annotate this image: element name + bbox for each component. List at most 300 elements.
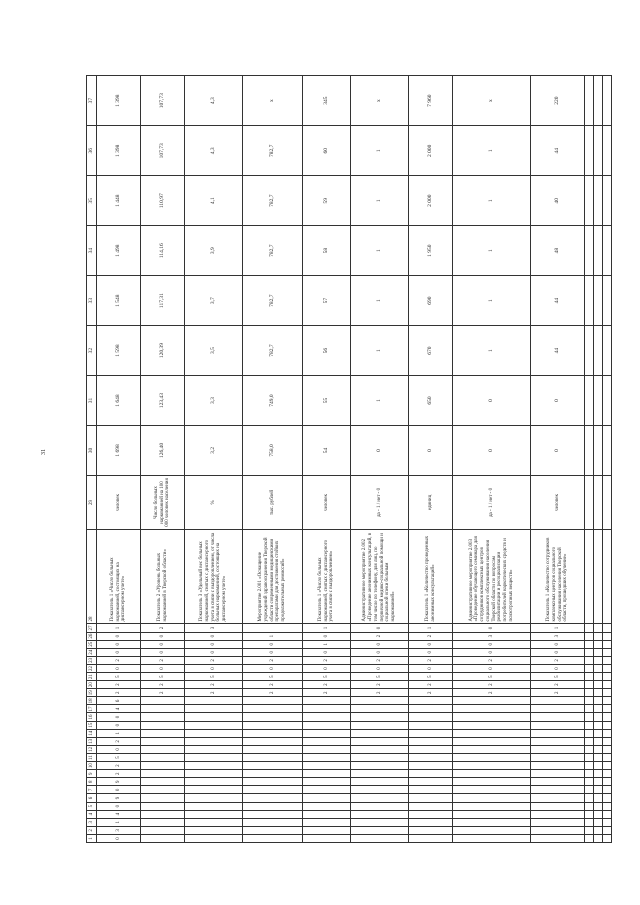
header-year-cell: 37: [87, 76, 97, 126]
year-value-cell: 782,7: [243, 126, 303, 176]
empty-cell: [594, 810, 603, 818]
empty-cell: [594, 624, 603, 632]
header-code-cell: 9: [87, 770, 97, 778]
code-digit-cell: [351, 745, 409, 753]
code-digit-cell: [351, 802, 409, 810]
year-value-cell: 1: [453, 276, 531, 326]
empty-cell: [585, 648, 594, 656]
empty-cell: [585, 786, 594, 794]
header-code-cell: 13: [87, 737, 97, 745]
header-code-cell: 21: [87, 673, 97, 681]
code-digit-cell: 2: [141, 624, 185, 632]
code-digit-cell: [141, 713, 185, 721]
empty-cell: [603, 834, 612, 842]
code-digit-cell: 2: [243, 656, 303, 664]
code-digit-cell: 2: [97, 770, 141, 778]
code-digit-cell: [243, 729, 303, 737]
empty-cell: [603, 794, 612, 802]
empty-cell: [594, 276, 603, 326]
code-digit-cell: 6: [97, 697, 141, 705]
year-value-cell: 749,0: [243, 376, 303, 426]
empty-cell: [603, 176, 612, 226]
rotated-table-sheet: [86, 75, 584, 843]
year-value-cell: 670: [409, 326, 453, 376]
code-digit-cell: 0: [453, 648, 531, 656]
empty-cell: [585, 794, 594, 802]
code-digit-cell: [409, 794, 453, 802]
empty-cell: [585, 326, 594, 376]
indicator-description: Мероприятие 2.001 «Оснащение учреждений здравоохранения Тверской области современными медицинскими препаратами для достижения стойких продолжительных ремиссий»: [243, 529, 303, 624]
code-digit-cell: [531, 794, 585, 802]
code-digit-cell: [351, 778, 409, 786]
code-digit-cell: 5: [185, 673, 243, 681]
code-digit-cell: [453, 794, 531, 802]
code-digit-cell: 2: [531, 656, 585, 664]
code-digit-cell: 2: [185, 689, 243, 697]
empty-cell: [594, 745, 603, 753]
header-year-cell: 32: [87, 326, 97, 376]
code-digit-cell: 2: [303, 689, 351, 697]
code-digit-cell: 0: [141, 664, 185, 672]
code-digit-cell: 1: [531, 624, 585, 632]
code-digit-cell: [141, 705, 185, 713]
code-digit-cell: [243, 762, 303, 770]
header-code-cell: 4: [87, 810, 97, 818]
code-digit-cell: [531, 729, 585, 737]
code-digit-cell: 3: [97, 826, 141, 834]
code-digit-cell: [531, 753, 585, 761]
code-digit-cell: [243, 826, 303, 834]
code-digit-cell: [185, 721, 243, 729]
code-digit-cell: [351, 713, 409, 721]
table-row: [243, 76, 303, 843]
year-value-cell: 650: [409, 376, 453, 426]
code-digit-cell: [303, 794, 351, 802]
table-row: [97, 76, 141, 843]
code-digit-cell: 5: [453, 673, 531, 681]
code-digit-cell: [303, 697, 351, 705]
code-digit-cell: [185, 762, 243, 770]
code-digit-cell: 2: [243, 681, 303, 689]
code-digit-cell: [453, 713, 531, 721]
code-digit-cell: [531, 810, 585, 818]
code-digit-cell: 0: [243, 648, 303, 656]
code-digit-cell: [185, 826, 243, 834]
indicator-description: Показатель 3 «Удельный вес больных наркоманией, снятых с диспансерного учета в связи с выздоровлением, от числа больных наркоманией, состоящих на диспансерном учете»: [185, 529, 243, 624]
year-value-cell: 1: [453, 176, 531, 226]
empty-cell: [603, 745, 612, 753]
code-digit-cell: [351, 737, 409, 745]
code-digit-cell: [303, 753, 351, 761]
year-value-cell: x: [453, 76, 531, 126]
header-code-cell: 18: [87, 697, 97, 705]
code-digit-cell: [243, 818, 303, 826]
program-indicators-table: [86, 75, 612, 843]
code-digit-cell: [185, 810, 243, 818]
empty-cell: [585, 376, 594, 426]
empty-cell: [594, 778, 603, 786]
table-row: [351, 76, 409, 843]
code-digit-cell: 2: [351, 632, 409, 640]
year-value-cell: 782,7: [243, 176, 303, 226]
empty-cell: [585, 810, 594, 818]
empty-cell: [594, 648, 603, 656]
indicator-description: Показатель 1 «Количество проведенных анонимных консультаций»: [409, 529, 453, 624]
code-digit-cell: [303, 762, 351, 770]
code-digit-cell: 0: [453, 664, 531, 672]
code-digit-cell: 0: [409, 664, 453, 672]
code-digit-cell: [351, 818, 409, 826]
code-digit-cell: [351, 753, 409, 761]
year-value-cell: 1 698: [97, 426, 141, 476]
code-digit-cell: [243, 794, 303, 802]
code-digit-cell: 2: [141, 681, 185, 689]
code-digit-cell: 0: [185, 664, 243, 672]
code-digit-cell: [185, 697, 243, 705]
column-number-row: [87, 76, 97, 843]
unit-of-measure: человек: [531, 475, 585, 529]
empty-cell: [594, 697, 603, 705]
header-code-cell: 15: [87, 721, 97, 729]
code-digit-cell: [303, 729, 351, 737]
code-digit-cell: 0: [351, 648, 409, 656]
empty-cell: [603, 737, 612, 745]
code-digit-cell: 2: [351, 656, 409, 664]
year-value-cell: 1: [351, 326, 409, 376]
code-digit-cell: [351, 794, 409, 802]
header-code-cell: 8: [87, 778, 97, 786]
empty-cell: [603, 656, 612, 664]
code-digit-cell: [141, 721, 185, 729]
header-code-cell: 14: [87, 729, 97, 737]
year-value-cell: 3,5: [185, 326, 243, 376]
table-row: [409, 76, 453, 843]
code-digit-cell: [453, 762, 531, 770]
empty-cell: [603, 426, 612, 476]
year-value-cell: 110,97: [141, 176, 185, 226]
code-digit-cell: [185, 713, 243, 721]
code-digit-cell: 2: [351, 689, 409, 697]
empty-cell: [594, 826, 603, 834]
code-digit-cell: [453, 818, 531, 826]
unit-of-measure: да - 1 / нет - 0: [453, 475, 531, 529]
header-code-cell: 22: [87, 664, 97, 672]
code-digit-cell: 1: [97, 729, 141, 737]
empty-cell: [585, 76, 594, 126]
code-digit-cell: [409, 697, 453, 705]
year-value-cell: 7 960: [409, 76, 453, 126]
header-year-cell: 33: [87, 276, 97, 326]
header-code-cell: 17: [87, 705, 97, 713]
code-digit-cell: [531, 826, 585, 834]
code-digit-cell: 0: [453, 640, 531, 648]
code-digit-cell: [303, 705, 351, 713]
empty-cell: [594, 762, 603, 770]
code-digit-cell: 3: [531, 632, 585, 640]
code-digit-cell: [185, 802, 243, 810]
empty-cell: [603, 624, 612, 632]
code-digit-cell: 0: [409, 648, 453, 656]
code-digit-cell: 2: [531, 681, 585, 689]
year-value-cell: 782,7: [243, 276, 303, 326]
code-digit-cell: [243, 737, 303, 745]
code-digit-cell: [531, 770, 585, 778]
header-year-cell: 30: [87, 426, 97, 476]
code-digit-cell: 2: [185, 656, 243, 664]
code-digit-cell: 0: [243, 640, 303, 648]
empty-cell: [585, 737, 594, 745]
unit-of-measure: единиц: [409, 475, 453, 529]
code-digit-cell: [351, 705, 409, 713]
empty-cell: [585, 126, 594, 176]
code-digit-cell: [141, 753, 185, 761]
year-value-cell: 1: [453, 326, 531, 376]
header-year-cell: 35: [87, 176, 97, 226]
empty-cell: [585, 705, 594, 713]
code-digit-cell: [409, 721, 453, 729]
empty-cell: [603, 673, 612, 681]
table-row: [303, 76, 351, 843]
code-digit-cell: [141, 818, 185, 826]
header-code-cell: 7: [87, 786, 97, 794]
empty-cell: [585, 762, 594, 770]
code-digit-cell: [531, 745, 585, 753]
empty-cell: [594, 834, 603, 842]
code-digit-cell: 2: [409, 681, 453, 689]
code-digit-cell: 0: [185, 648, 243, 656]
code-digit-cell: 2: [97, 689, 141, 697]
code-digit-cell: [351, 786, 409, 794]
year-value-cell: 126,40: [141, 426, 185, 476]
empty-cell: [585, 529, 594, 624]
code-digit-cell: [409, 713, 453, 721]
header-code-cell: 16: [87, 713, 97, 721]
code-digit-cell: [243, 705, 303, 713]
empty-cell: [585, 753, 594, 761]
code-digit-cell: [531, 786, 585, 794]
year-value-cell: 1: [351, 126, 409, 176]
code-digit-cell: [185, 737, 243, 745]
code-digit-cell: 2: [243, 689, 303, 697]
code-digit-cell: 2: [97, 737, 141, 745]
code-digit-cell: [303, 745, 351, 753]
code-digit-cell: [243, 624, 303, 632]
empty-cell: [603, 376, 612, 426]
code-digit-cell: [453, 705, 531, 713]
code-digit-cell: [409, 786, 453, 794]
code-digit-cell: [409, 810, 453, 818]
code-digit-cell: [531, 778, 585, 786]
empty-cell: [603, 632, 612, 640]
code-digit-cell: [351, 810, 409, 818]
code-digit-cell: [243, 778, 303, 786]
code-digit-cell: [141, 770, 185, 778]
code-digit-cell: 0: [97, 786, 141, 794]
code-digit-cell: [141, 802, 185, 810]
empty-cell: [594, 673, 603, 681]
year-value-cell: x: [351, 76, 409, 126]
code-digit-cell: [141, 697, 185, 705]
empty-cell: [585, 713, 594, 721]
code-digit-cell: 0: [351, 664, 409, 672]
year-value-cell: 1 398: [97, 126, 141, 176]
header-code-cell: 2: [87, 826, 97, 834]
year-value-cell: 0: [453, 376, 531, 426]
empty-cell: [603, 762, 612, 770]
code-digit-cell: 4: [97, 810, 141, 818]
year-value-cell: 1: [351, 376, 409, 426]
empty-cell: [594, 640, 603, 648]
empty-cell: [594, 326, 603, 376]
empty-cell: [603, 640, 612, 648]
code-digit-cell: 0: [531, 648, 585, 656]
year-value-cell: 782,7: [243, 226, 303, 276]
code-digit-cell: 3: [453, 632, 531, 640]
code-digit-cell: 9: [97, 794, 141, 802]
code-digit-cell: [409, 802, 453, 810]
header-year-cell: 31: [87, 376, 97, 426]
code-digit-cell: 5: [243, 673, 303, 681]
unit-of-measure: %: [185, 475, 243, 529]
year-value-cell: 0: [453, 426, 531, 476]
year-value-cell: 220: [531, 76, 585, 126]
code-digit-cell: 0: [141, 648, 185, 656]
empty-cell: [594, 76, 603, 126]
code-digit-cell: [185, 705, 243, 713]
code-digit-cell: [185, 778, 243, 786]
code-digit-cell: [453, 778, 531, 786]
code-digit-cell: [141, 745, 185, 753]
empty-cell: [603, 697, 612, 705]
header-code-cell: 1: [87, 834, 97, 842]
code-digit-cell: [453, 834, 531, 842]
code-digit-cell: [453, 770, 531, 778]
year-value-cell: 1 448: [97, 176, 141, 226]
empty-cell: [603, 529, 612, 624]
year-value-cell: 0: [351, 426, 409, 476]
header-year-cell: 34: [87, 226, 97, 276]
code-digit-cell: [351, 721, 409, 729]
code-digit-cell: 0: [97, 640, 141, 648]
empty-cell: [585, 664, 594, 672]
unit-of-measure: тыс. рублей: [243, 475, 303, 529]
code-digit-cell: 2: [97, 762, 141, 770]
year-value-cell: 107,73: [141, 126, 185, 176]
code-digit-cell: [409, 745, 453, 753]
empty-cell: [594, 729, 603, 737]
year-value-cell: 2 000: [409, 126, 453, 176]
empty-cell: [585, 176, 594, 226]
code-digit-cell: 2: [303, 681, 351, 689]
code-digit-cell: 0: [97, 713, 141, 721]
code-digit-cell: [531, 762, 585, 770]
header-code-cell: 25: [87, 640, 97, 648]
empty-cell: [603, 826, 612, 834]
code-digit-cell: 3: [185, 624, 243, 632]
empty-cell: [585, 226, 594, 276]
year-value-cell: 107,73: [141, 76, 185, 126]
code-digit-cell: [303, 737, 351, 745]
code-digit-cell: 2: [303, 656, 351, 664]
year-value-cell: 44: [531, 326, 585, 376]
code-digit-cell: 2: [531, 689, 585, 697]
code-digit-cell: 1: [303, 640, 351, 648]
code-digit-cell: 0: [97, 802, 141, 810]
year-value-cell: 55: [303, 376, 351, 426]
code-digit-cell: [243, 834, 303, 842]
empty-cell: [585, 826, 594, 834]
empty-cell: [594, 737, 603, 745]
code-digit-cell: 0: [409, 640, 453, 648]
code-digit-cell: 1: [97, 818, 141, 826]
code-digit-cell: [141, 794, 185, 802]
code-digit-cell: 0: [531, 664, 585, 672]
code-digit-cell: [531, 834, 585, 842]
code-digit-cell: [243, 697, 303, 705]
code-digit-cell: 0: [185, 632, 243, 640]
code-digit-cell: [409, 729, 453, 737]
code-digit-cell: 0: [97, 664, 141, 672]
year-value-cell: 2 000: [409, 176, 453, 226]
header-code-cell: 26: [87, 632, 97, 640]
code-digit-cell: 0: [97, 632, 141, 640]
header-code-cell: 19: [87, 689, 97, 697]
empty-cell: [603, 326, 612, 376]
code-digit-cell: [453, 721, 531, 729]
code-digit-cell: [303, 770, 351, 778]
empty-cell: [585, 834, 594, 842]
year-value-cell: 59: [303, 176, 351, 226]
table-row: [531, 76, 585, 843]
code-digit-cell: [531, 721, 585, 729]
code-digit-cell: [351, 697, 409, 705]
indicator-description: Показатель 2 «Уровень больных наркоманией в Тверской области»: [141, 529, 185, 624]
page-number: 31: [41, 449, 47, 455]
empty-cell: [603, 76, 612, 126]
code-digit-cell: [351, 762, 409, 770]
empty-cell: [603, 786, 612, 794]
code-digit-cell: [409, 770, 453, 778]
code-digit-cell: 0: [97, 834, 141, 842]
code-digit-cell: 2: [409, 632, 453, 640]
empty-cell: [585, 770, 594, 778]
code-digit-cell: 0: [351, 624, 409, 632]
empty-cell: [594, 713, 603, 721]
code-digit-cell: 1: [97, 624, 141, 632]
code-digit-cell: 0: [97, 721, 141, 729]
empty-cell: [603, 753, 612, 761]
unit-of-measure: Число больных наркоманией на 100 000 человек населения: [141, 475, 185, 529]
code-digit-cell: 0: [141, 640, 185, 648]
empty-cell: [594, 786, 603, 794]
year-value-cell: 57: [303, 276, 351, 326]
year-value-cell: 1 548: [97, 276, 141, 326]
code-digit-cell: 2: [185, 681, 243, 689]
code-digit-cell: [409, 834, 453, 842]
empty-cell: [594, 721, 603, 729]
code-digit-cell: 2: [97, 681, 141, 689]
code-digit-cell: [409, 705, 453, 713]
code-digit-cell: [185, 745, 243, 753]
code-digit-cell: 2: [409, 689, 453, 697]
empty-row: [585, 76, 594, 843]
empty-cell: [603, 648, 612, 656]
empty-cell: [594, 689, 603, 697]
year-value-cell: 3,7: [185, 276, 243, 326]
year-value-cell: 1 950: [409, 226, 453, 276]
code-digit-cell: 2: [453, 689, 531, 697]
indicator-description: Показатель 1 «Число больных наркоманией, снятых с диспансерного учета в связи с выздоровлением»: [303, 529, 351, 624]
